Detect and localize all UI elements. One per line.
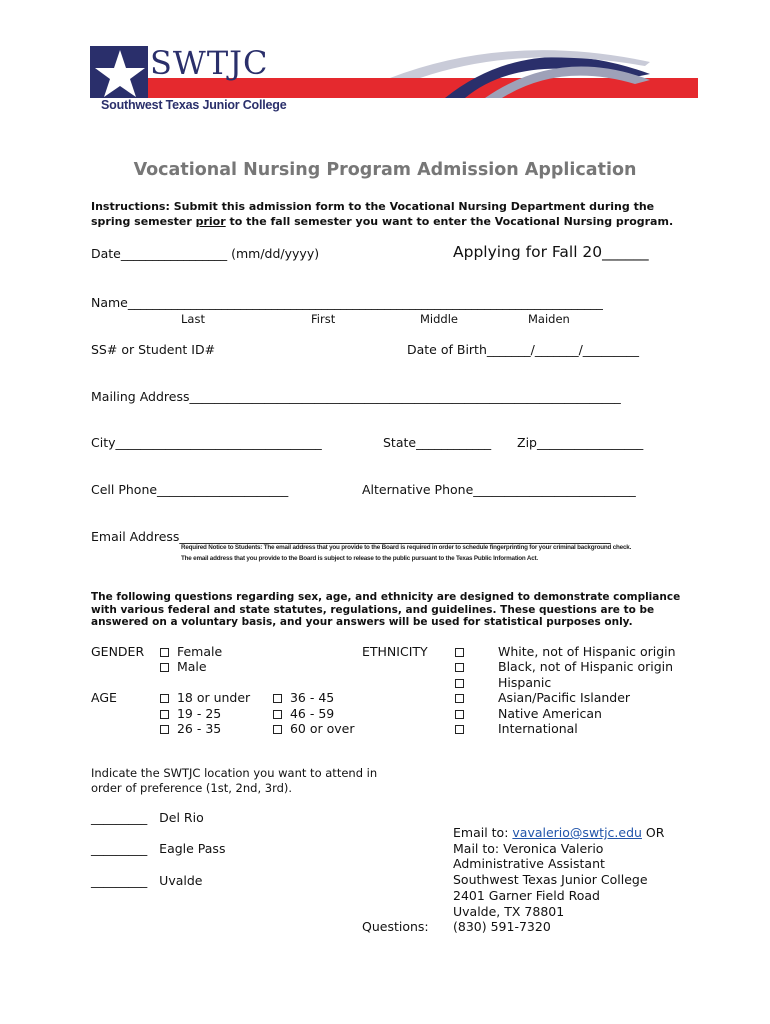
cell-phone-field[interactable]: Cell Phone_____________________ bbox=[91, 482, 289, 497]
name-part-last: Last bbox=[181, 312, 205, 326]
gender-label: GENDER bbox=[91, 644, 145, 659]
mailing-address-field[interactable]: Mailing Address_____________________________________________________________________ bbox=[91, 389, 621, 404]
contact-block bbox=[453, 825, 664, 935]
contact-line: Uvalde, TX 78801 bbox=[453, 903, 565, 919]
checkbox-icon[interactable] bbox=[273, 725, 282, 734]
checkbox-icon[interactable] bbox=[273, 710, 282, 719]
questions-label: Questions: bbox=[362, 919, 429, 934]
checkbox-icon[interactable] bbox=[455, 725, 464, 734]
email-field[interactable]: Email Address_____________________________________________________________________ bbox=[91, 529, 611, 544]
checkbox-icon[interactable] bbox=[273, 694, 282, 703]
checkbox-icon[interactable] bbox=[160, 725, 169, 734]
ethnicity-option[interactable]: Asian/Pacific Islander bbox=[455, 690, 630, 705]
contact-line: 2401 Garner Field Road bbox=[453, 887, 600, 903]
checkbox-icon[interactable] bbox=[160, 648, 169, 657]
dob-field[interactable]: Date of Birth_______/_______/_________ bbox=[407, 342, 640, 357]
age-option[interactable]: 19 - 25 bbox=[160, 706, 221, 721]
instructions: Instructions: Submit this admission form to the Vocational Nursing Department during the spring semester prior to the fall semester you want to enter the Vocational Nursing program. bbox=[91, 200, 674, 228]
ss-id-field[interactable]: SS# or Student ID# bbox=[91, 342, 216, 357]
contact-line: Mail to: Veronica Valerio bbox=[453, 840, 604, 856]
demographics-intro: The following questions regarding sex, age, and ethnicity are designed to demonstrate compliance with various federal and state statutes, regulations, and guidelines. These questions are to be answered on a voluntary basis, and your answers will be used for statistical purposes only. bbox=[91, 591, 681, 628]
location-uvalde[interactable]: _________ Uvalde bbox=[91, 873, 203, 888]
age-label: AGE bbox=[91, 690, 117, 705]
age-option[interactable]: 46 - 59 bbox=[273, 706, 334, 721]
location-del-rio[interactable]: _________ Del Rio bbox=[91, 810, 204, 825]
ethnicity-option[interactable]: White, not of Hispanic origin bbox=[455, 644, 676, 659]
form-title: Vocational Nursing Program Admission Application bbox=[133, 160, 637, 180]
age-option[interactable]: 18 or under bbox=[160, 690, 250, 705]
ethnicity-option[interactable]: Black, not of Hispanic origin bbox=[455, 659, 673, 674]
college-name: Southwest Texas Junior College bbox=[101, 98, 287, 112]
checkbox-icon[interactable] bbox=[455, 679, 464, 688]
notice-line-2: The email address that you provide to the Board is subject to release to the public pursuant to the Texas Public Information Act. bbox=[181, 555, 538, 562]
contact-phone: (830) 591-7320 bbox=[453, 919, 551, 935]
ethnicity-option[interactable]: Hispanic bbox=[455, 675, 551, 690]
ethnicity-label: ETHNICITY bbox=[362, 644, 428, 659]
city-field[interactable]: City_________________________________ bbox=[91, 435, 322, 450]
age-option[interactable]: 60 or over bbox=[273, 721, 354, 736]
gender-option-male[interactable]: Male bbox=[160, 659, 207, 674]
alt-phone-field[interactable]: Alternative Phone__________________________ bbox=[362, 482, 636, 497]
ethnicity-option[interactable]: Native American bbox=[455, 706, 602, 721]
checkbox-icon[interactable] bbox=[160, 694, 169, 703]
name-part-first: First bbox=[311, 312, 336, 326]
checkbox-icon[interactable] bbox=[160, 710, 169, 719]
checkbox-icon[interactable] bbox=[160, 663, 169, 672]
age-option[interactable]: 26 - 35 bbox=[160, 721, 221, 736]
contact-email-line: Email to: vavalerio@swtjc.edu OR bbox=[453, 825, 665, 840]
checkbox-icon[interactable] bbox=[455, 663, 464, 672]
checkbox-icon[interactable] bbox=[455, 710, 464, 719]
contact-email-link[interactable]: vavalerio@swtjc.edu bbox=[512, 825, 642, 840]
ethnicity-option[interactable]: International bbox=[455, 721, 578, 736]
gender-option-female[interactable]: Female bbox=[160, 644, 222, 659]
name-part-middle: Middle bbox=[420, 312, 458, 326]
logo-text: SWTJC bbox=[150, 44, 269, 82]
contact-line: Administrative Assistant bbox=[453, 856, 605, 872]
zip-field[interactable]: Zip_________________ bbox=[517, 435, 644, 450]
notice-line-1: Required Notice to Students: The email address that you provide to the Board is required in order to schedule fingerprinting for your criminal background check. bbox=[181, 544, 632, 551]
applying-fall-field[interactable]: Applying for Fall 20______ bbox=[453, 243, 649, 261]
location-prompt: Indicate the SWTJC location you want to attend in order of preference (1st, 2nd, 3rd). bbox=[91, 766, 378, 795]
contact-line: Southwest Texas Junior College bbox=[453, 872, 648, 888]
age-option[interactable]: 36 - 45 bbox=[273, 690, 334, 705]
name-part-maiden: Maiden bbox=[528, 312, 570, 326]
state-field[interactable]: State____________ bbox=[383, 435, 492, 450]
checkbox-icon[interactable] bbox=[455, 648, 464, 657]
checkbox-icon[interactable] bbox=[455, 694, 464, 703]
name-field[interactable]: Name____________________________________________________________________________ bbox=[91, 295, 603, 310]
location-eagle-pass[interactable]: _________ Eagle Pass bbox=[91, 841, 226, 856]
date-field[interactable]: Date_________________ (mm/dd/yyyy) bbox=[91, 246, 320, 261]
